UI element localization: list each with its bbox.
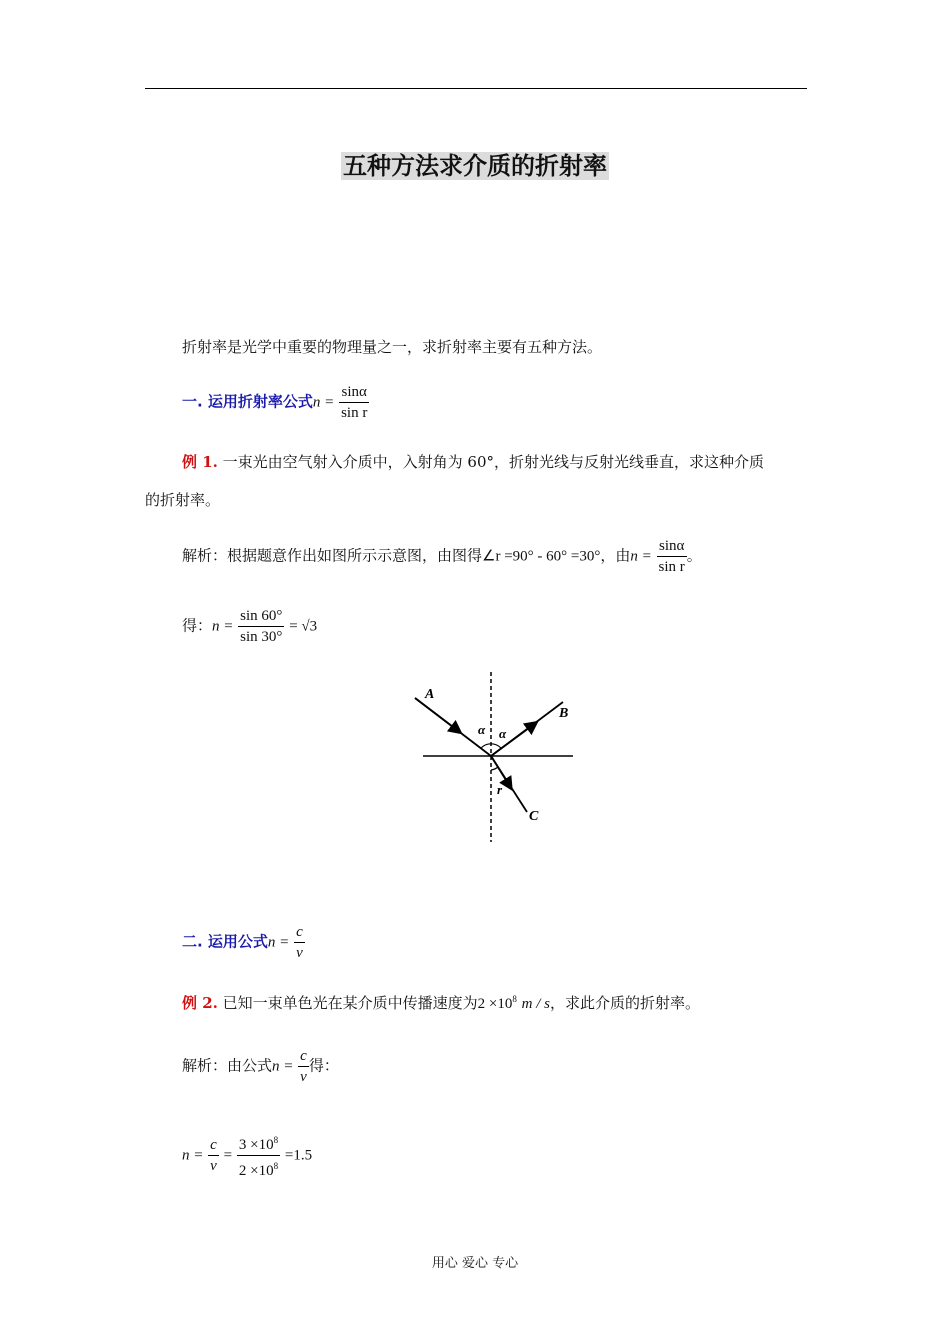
example-2-final-denominator-2 <box>237 1156 280 1181</box>
page-footer: 用心 爱心 专心 <box>431 1256 519 1271</box>
example-2-numerator: c <box>298 1046 309 1067</box>
example-2-speed-exp: 8 <box>512 994 517 1004</box>
example-2-final-fraction-1 <box>208 1135 219 1176</box>
section-1-numerator: sinα <box>339 382 369 403</box>
example-1-result-fraction <box>238 606 284 647</box>
example-1-line-1 <box>182 451 764 473</box>
example-2-line <box>182 988 700 1015</box>
example-2-final-fraction-2 <box>237 1130 280 1181</box>
intro-paragraph: 折射率是光学中重要的物理量之一，求折射率主要有五种方法。 <box>182 338 603 356</box>
reflected-arrow <box>491 725 533 756</box>
document-title-block <box>0 146 950 181</box>
example-1-analysis-end: 。 <box>686 546 702 565</box>
example-1-line-2: 的折射率。 <box>145 491 221 509</box>
header-rule <box>145 88 807 89</box>
example-1-result-lhs: n = <box>212 618 234 635</box>
example-2-denominator: v <box>300 1069 307 1085</box>
document-title: 五种方法求介质的折射率 <box>343 152 607 180</box>
example-1-denominator: sin r <box>658 559 685 575</box>
denominator-exp: 8 <box>273 1161 279 1171</box>
example-2-final-numerator-2 <box>237 1130 280 1156</box>
section-1-heading <box>182 382 369 423</box>
example-2-analysis-suffix: 得： <box>308 1056 339 1075</box>
section-2-heading <box>182 922 305 963</box>
example-2-analysis <box>182 1046 339 1087</box>
refraction-diagram <box>405 670 585 850</box>
example-1-result-denominator: sin 30° <box>240 629 283 645</box>
example-1-angle-eq: ∠r =90° - 60° =30° <box>482 548 601 565</box>
example-2-final-equation <box>182 1130 312 1181</box>
example-2-text-suffix: ，求此介质的折射率。 <box>550 994 701 1012</box>
example-1-eq-lhs: n = <box>630 548 652 565</box>
refracted-arrow <box>491 756 509 785</box>
example-2-final-equals: = <box>223 1147 233 1164</box>
example-2-speed-coef: 2 ×10 <box>477 996 513 1012</box>
section-2-eq-lhs: n = <box>267 934 290 951</box>
section-2-fraction <box>294 922 305 963</box>
section-2-heading-text: 二. 运用公式 <box>182 932 268 951</box>
example-2-fraction <box>298 1046 309 1087</box>
example-2-analysis-prefix: 解析：由公式 <box>182 1056 273 1075</box>
numerator-exp: 8 <box>273 1135 279 1145</box>
example-1-analysis <box>182 536 702 577</box>
section-2-numerator: c <box>294 922 305 943</box>
label-a: A <box>425 687 435 702</box>
section-1-eq-lhs: n = <box>312 394 335 411</box>
example-1-label: 例 1. <box>182 453 218 471</box>
label-b: B <box>559 706 569 721</box>
numerator-coef: 3 ×10 <box>238 1137 274 1153</box>
example-1-analysis-prefix: 解析：根据题意作出如图所示示意图，由图得 <box>182 546 483 565</box>
example-1-numerator: sinα <box>657 536 687 557</box>
label-c: C <box>529 809 539 824</box>
label-alpha-incident: α <box>478 722 486 737</box>
example-2-final-rhs: =1.5 <box>284 1147 313 1164</box>
example-2-label: 例 2. <box>182 994 218 1012</box>
example-1-result-rhs: = √3 <box>289 618 318 635</box>
example-2-final-denominator-1: v <box>210 1158 217 1174</box>
example-1-result-numerator: sin 60° <box>238 606 284 627</box>
example-2-eq-lhs: n = <box>272 1058 294 1075</box>
example-1-fraction <box>657 536 687 577</box>
example-2-speed-unit: m / s <box>521 996 551 1012</box>
denominator-coef: 2 ×10 <box>238 1163 274 1179</box>
label-r: r <box>497 782 503 797</box>
incident-arrow <box>415 698 457 730</box>
section-1-denominator: sin r <box>341 405 368 421</box>
section-2-denominator: v <box>296 945 303 961</box>
angle-arc-bottom <box>491 767 498 770</box>
example-1-result-prefix: 得： <box>182 616 213 635</box>
section-1-heading-text: 一. 运用折射率公式 <box>182 392 313 411</box>
example-1-text-1: 一束光由空气射入介质中，入射角为 60°，折射光线与反射光线垂直，求这种介质 <box>217 453 765 471</box>
label-alpha-reflected: α <box>499 726 507 741</box>
example-1-analysis-mid: ，由 <box>600 546 631 565</box>
example-2-final-numerator-1: c <box>208 1135 219 1156</box>
example-2-text-prefix: 已知一束单色光在某介质中传播速度为 <box>217 994 478 1012</box>
section-1-fraction <box>339 382 369 423</box>
example-1-result <box>182 606 317 647</box>
example-2-final-lhs: n = <box>182 1147 204 1164</box>
